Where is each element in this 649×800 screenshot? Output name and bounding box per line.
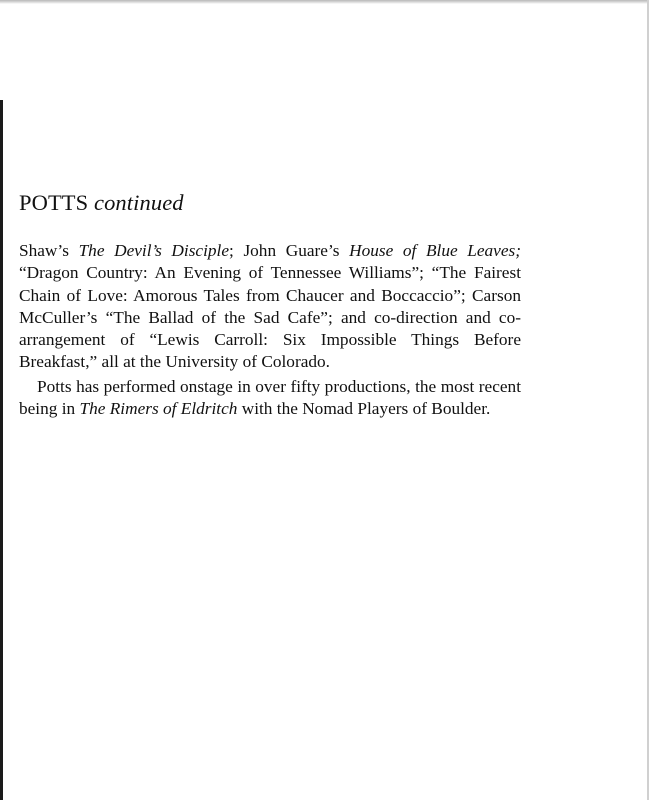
body-paragraph-1	[19, 240, 521, 374]
page-left-edge	[0, 100, 3, 800]
p2-text-2: with the Nomad Players of Boulder.	[237, 399, 491, 419]
p2-title-rimers-of-eldritch: The Rimers of Eldritch	[79, 399, 238, 419]
page-top-edge	[0, 0, 649, 4]
heading-continued: continued	[94, 190, 184, 215]
document-page	[19, 188, 521, 420]
p1-text-1: Shaw’s	[19, 241, 79, 260]
p1-text-3: “Dragon Country: An Evening of Tennessee Williams”; “The Fairest Chain of Love: Amorous Tales from Chaucer and Boccaccio”; Carson McCuller’s “The Ballad of the Sad Cafe”; and co-direction and co-arrangement of “Lewis Carroll: Six Impossible Things Before Breakfast,” all at the University of Colorado.	[19, 263, 521, 372]
p1-text-2: ; John Guare’s	[229, 241, 350, 260]
section-heading	[19, 188, 521, 218]
body-paragraph-2	[19, 376, 521, 421]
heading-name: POTTS	[19, 190, 89, 215]
p2-text-1: Potts has performed onstage in over fifty productions, the most recent being in	[19, 376, 521, 419]
p1-title-house-of-blue-leaves: House of Blue Leaves;	[349, 241, 522, 260]
p1-title-devils-disciple: The Devil’s Disciple	[78, 241, 230, 260]
